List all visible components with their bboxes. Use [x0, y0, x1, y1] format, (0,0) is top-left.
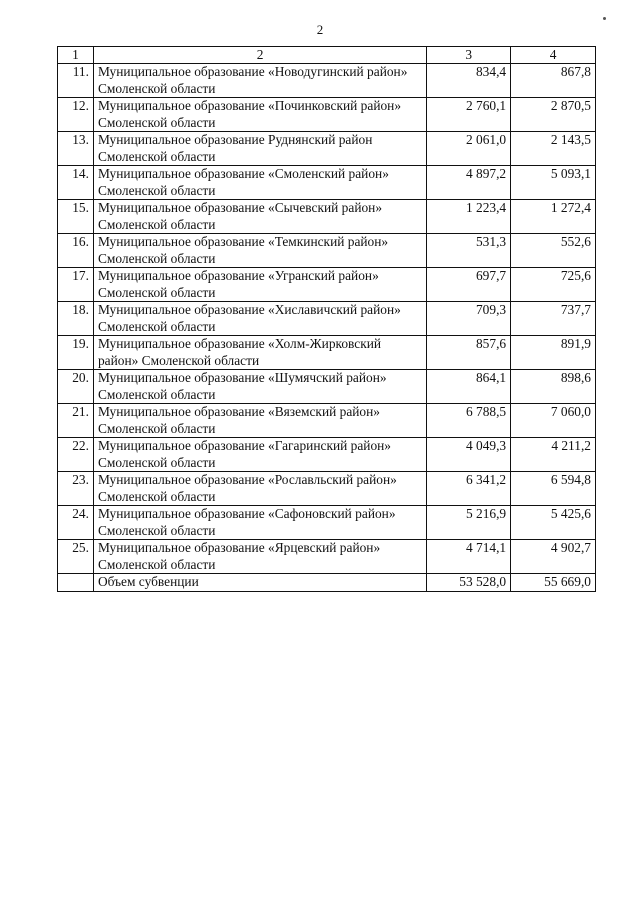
row-number: 17.	[58, 268, 94, 302]
municipality-name: Муниципальное образование «Хиславичский район» Смоленской области	[93, 302, 426, 336]
row-number: 11.	[58, 64, 94, 98]
page-number: 2	[316, 22, 324, 37]
subvention-table	[57, 46, 596, 592]
municipality-name: Муниципальное образование «Гагаринский район» Смоленской области	[93, 438, 426, 472]
value-col-3: 5 216,9	[427, 506, 511, 540]
table-row	[58, 370, 596, 404]
table-row	[58, 200, 596, 234]
row-number: 24.	[58, 506, 94, 540]
value-col-3: 857,6	[427, 336, 511, 370]
row-number: 20.	[58, 370, 94, 404]
row-number: 25.	[58, 540, 94, 574]
row-number: 12.	[58, 98, 94, 132]
value-col-3: 864,1	[427, 370, 511, 404]
row-number: 13.	[58, 132, 94, 166]
header-col-1: 1	[58, 47, 94, 64]
table-row	[58, 234, 596, 268]
value-col-4: 4 902,7	[511, 540, 596, 574]
municipality-name: Муниципальное образование «Новодугинский район» Смоленской области	[93, 64, 426, 98]
header-col-4: 4	[511, 47, 596, 64]
row-number: 15.	[58, 200, 94, 234]
row-number: 14.	[58, 166, 94, 200]
value-col-4: 552,6	[511, 234, 596, 268]
header-col-3: 3	[427, 47, 511, 64]
table-row	[58, 64, 596, 98]
value-col-3: 4 897,2	[427, 166, 511, 200]
value-col-4: 898,6	[511, 370, 596, 404]
municipality-name: Муниципальное образование «Сафоновский район» Смоленской области	[93, 506, 426, 540]
value-col-3: 4 049,3	[427, 438, 511, 472]
table-row	[58, 98, 596, 132]
municipality-name: Муниципальное образование «Рославльский район» Смоленской области	[93, 472, 426, 506]
value-col-3: 6 788,5	[427, 404, 511, 438]
table-row	[58, 472, 596, 506]
value-col-4: 1 272,4	[511, 200, 596, 234]
row-number: 23.	[58, 472, 94, 506]
municipality-name: Муниципальное образование «Вяземский район» Смоленской области	[93, 404, 426, 438]
value-col-3: 697,7	[427, 268, 511, 302]
scan-artifact-dot	[603, 17, 606, 20]
value-col-4: 725,6	[511, 268, 596, 302]
value-col-4: 4 211,2	[511, 438, 596, 472]
municipality-name: Муниципальное образование «Смоленский район» Смоленской области	[93, 166, 426, 200]
value-col-3: 4 714,1	[427, 540, 511, 574]
value-col-3: 834,4	[427, 64, 511, 98]
value-col-4: 891,9	[511, 336, 596, 370]
table-row	[58, 438, 596, 472]
table-header-row	[58, 47, 596, 64]
total-label: Объем субвенции	[93, 574, 426, 592]
table-row	[58, 404, 596, 438]
value-col-3: 709,3	[427, 302, 511, 336]
value-col-4: 5 425,6	[511, 506, 596, 540]
value-col-4: 737,7	[511, 302, 596, 336]
municipality-name: Муниципальное образование Руднянский район Смоленской области	[93, 132, 426, 166]
value-col-3: 2 760,1	[427, 98, 511, 132]
table-row	[58, 506, 596, 540]
table-row	[58, 268, 596, 302]
total-row	[58, 574, 596, 592]
table-row	[58, 166, 596, 200]
municipality-name: Муниципальное образование «Холм-Жирковский район» Смоленской области	[93, 336, 426, 370]
total-row-number-cell	[58, 574, 94, 592]
value-col-3: 6 341,2	[427, 472, 511, 506]
value-col-4: 2 143,5	[511, 132, 596, 166]
table-row	[58, 302, 596, 336]
municipality-name: Муниципальное образование «Починковский район» Смоленской области	[93, 98, 426, 132]
row-number: 18.	[58, 302, 94, 336]
total-value-col-3: 53 528,0	[427, 574, 511, 592]
row-number: 21.	[58, 404, 94, 438]
value-col-4: 5 093,1	[511, 166, 596, 200]
municipality-name: Муниципальное образование «Ярцевский район» Смоленской области	[93, 540, 426, 574]
row-number: 22.	[58, 438, 94, 472]
value-col-4: 867,8	[511, 64, 596, 98]
value-col-4: 7 060,0	[511, 404, 596, 438]
value-col-3: 1 223,4	[427, 200, 511, 234]
header-col-2: 2	[93, 47, 426, 64]
municipality-name: Муниципальное образование «Сычевский район» Смоленской области	[93, 200, 426, 234]
value-col-4: 2 870,5	[511, 98, 596, 132]
total-value-col-4: 55 669,0	[511, 574, 596, 592]
table-row	[58, 336, 596, 370]
value-col-3: 531,3	[427, 234, 511, 268]
row-number: 16.	[58, 234, 94, 268]
municipality-name: Муниципальное образование «Шумячский район» Смоленской области	[93, 370, 426, 404]
row-number: 19.	[58, 336, 94, 370]
municipality-name: Муниципальное образование «Угранский район» Смоленской области	[93, 268, 426, 302]
table-row	[58, 540, 596, 574]
value-col-4: 6 594,8	[511, 472, 596, 506]
municipality-name: Муниципальное образование «Темкинский район» Смоленской области	[93, 234, 426, 268]
table-row	[58, 132, 596, 166]
value-col-3: 2 061,0	[427, 132, 511, 166]
